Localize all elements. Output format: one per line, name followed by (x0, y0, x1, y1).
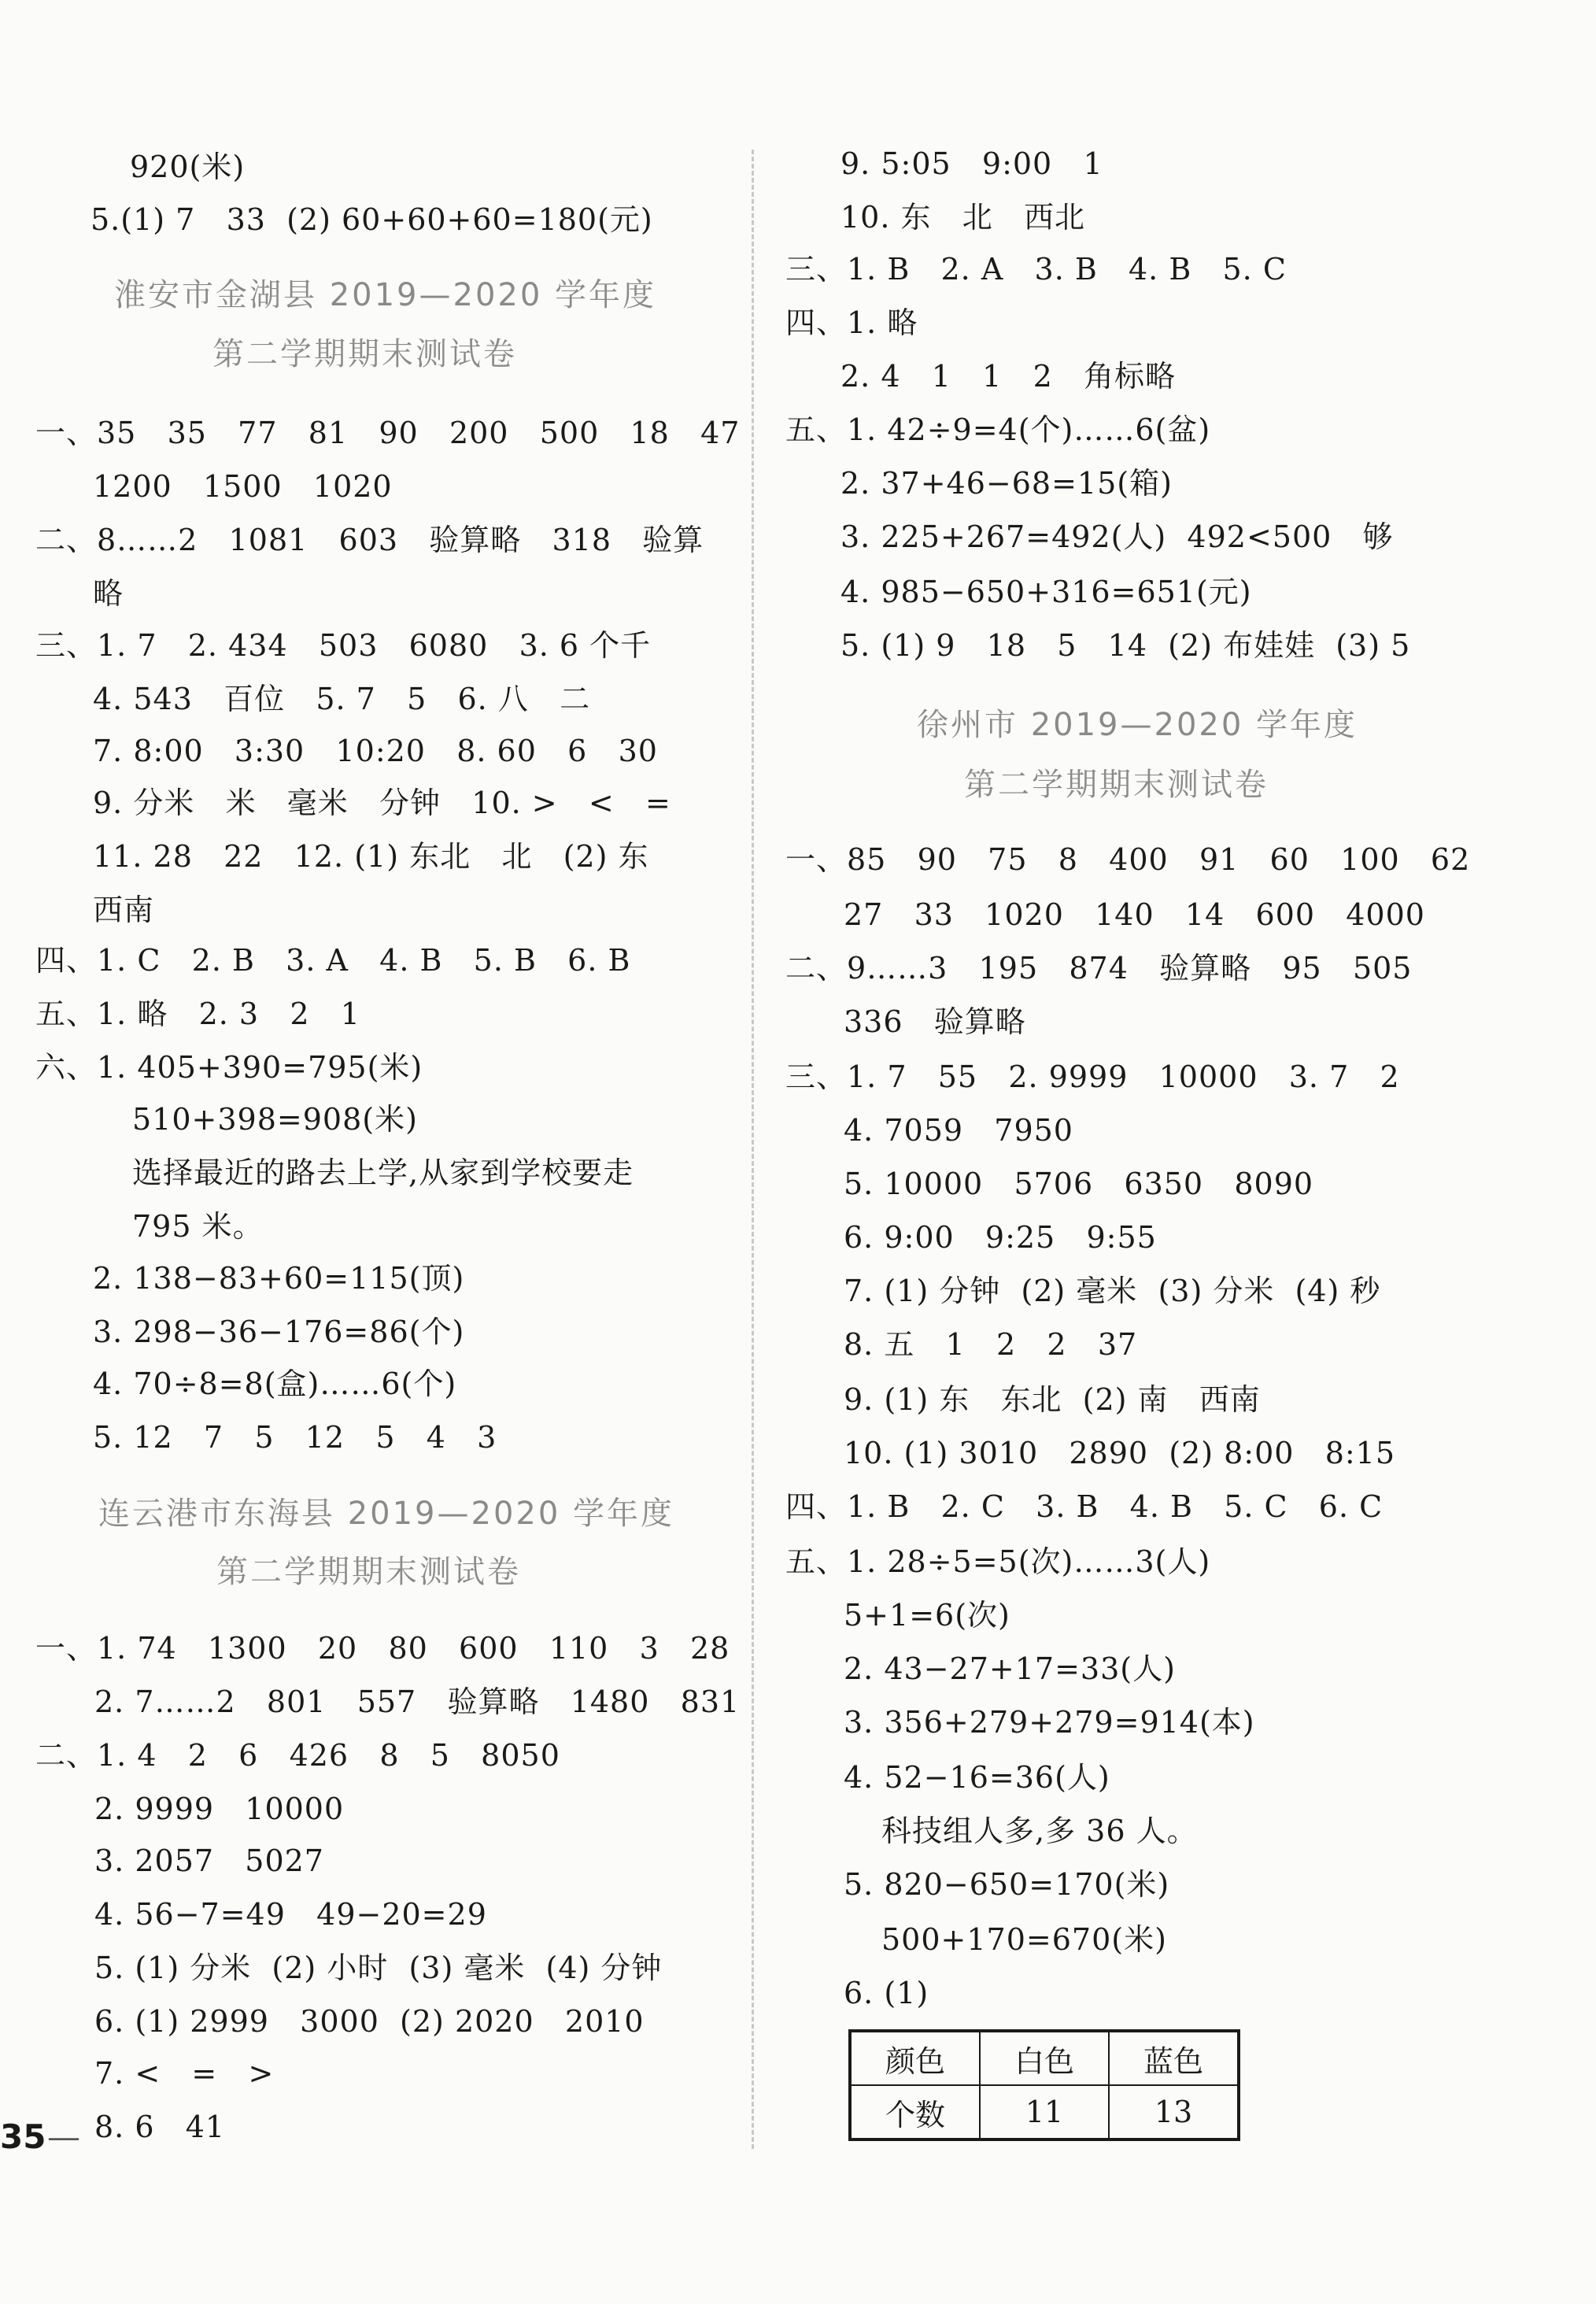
answer-line: 10. 东 北 西北 (840, 200, 1085, 235)
answer-line: 四、1. B 2. C 3. B 4. B 5. C 6. C (785, 1489, 1384, 1524)
table-cell: 颜色 (850, 2031, 980, 2085)
answer-line: 10. (1) 3010 2890 (2) 8:00 8:15 (844, 1436, 1396, 1470)
column-divider (752, 150, 754, 2149)
answer-line: 7. (1) 分钟 (2) 毫米 (3) 分米 (4) 秒 (844, 1274, 1381, 1308)
answer-line: 5. (1) 分米 (2) 小时 (3) 毫米 (4) 分钟 (94, 1951, 663, 1985)
answer-line: 选择最近的路去上学,从家到学校要走 (132, 1156, 634, 1190)
answer-line: 1200 1500 1020 (93, 469, 393, 504)
answer-line: 2. 7……2 801 557 验算略 1480 831 (94, 1685, 741, 1719)
answer-line: 二、8……2 1081 603 验算略 318 验算 (35, 523, 704, 557)
answer-line: 4. 7059 7950 (844, 1113, 1073, 1148)
table-cell: 13 (1109, 2085, 1239, 2139)
page-number-dash: — (47, 2117, 80, 2156)
answer-line: 四、1. C 2. B 3. A 4. B 5. B 6. B (35, 943, 631, 978)
answer-line: 一、1. 74 1300 20 80 600 110 3 28 (35, 1631, 730, 1666)
answer-line: 8. 6 41 (94, 2110, 226, 2144)
answer-line: 五、1. 42÷9=4(个)……6(盆) (785, 412, 1211, 447)
answer-line: 略 (93, 576, 124, 611)
answer-line: 6. 9:00 9:25 9:55 (844, 1220, 1157, 1255)
answer-line: 科技组人多,多 36 人。 (881, 1814, 1198, 1848)
answer-line: 三、1. 7 2. 434 503 6080 3. 6 个千 (35, 628, 652, 663)
color-count-table (848, 2029, 1240, 2141)
answer-line: 3. 298−36−176=86(个) (93, 1315, 465, 1349)
answer-line: 4. 70÷8=8(盒)……6(个) (93, 1366, 457, 1401)
answer-line: 9. 分米 米 毫米 分钟 10. > < = (93, 786, 671, 820)
answer-line: 三、1. 7 55 2. 9999 10000 3. 7 2 (785, 1060, 1400, 1094)
answer-line: 2. 43−27+17=33(人) (844, 1651, 1176, 1686)
answer-line: 3. 2057 5027 (94, 1844, 324, 1878)
section-subheading: 第二学期期末测试卷 (964, 767, 1269, 803)
answer-line: 8. 五 1 2 2 37 (844, 1327, 1138, 1362)
table-cell: 个数 (850, 2085, 980, 2139)
table-cell: 白色 (980, 2031, 1109, 2085)
answer-line: 795 米。 (132, 1209, 264, 1244)
answer-line: 9. 5:05 9:00 1 (840, 146, 1103, 181)
answer-line: 2. 37+46−68=15(箱) (840, 466, 1173, 501)
answer-line: 5. 12 7 5 12 5 4 3 (93, 1420, 497, 1455)
table-cell: 11 (980, 2085, 1109, 2139)
section-heading: 徐州市 2019—2020 学年度 (917, 707, 1358, 743)
answer-line: 4. 52−16=36(人) (844, 1760, 1110, 1795)
answer-line: 4. 985−650+316=651(元) (840, 575, 1252, 609)
answer-line: 一、35 35 77 81 90 200 500 18 47 (35, 416, 741, 450)
answer-line: 510+398=908(米) (132, 1102, 418, 1137)
answer-line: 三、1. B 2. A 3. B 4. B 5. C (785, 252, 1287, 287)
answer-line: 2. 9999 10000 (94, 1792, 345, 1826)
answer-line: 500+170=670(米) (881, 1922, 1167, 1957)
answer-line: 27 33 1020 140 14 600 4000 (844, 897, 1425, 932)
answer-line: 5. (1) 9 18 5 14 (2) 布娃娃 (3) 5 (840, 628, 1411, 663)
answer-line: 9. (1) 东 东北 (2) 南 西南 (844, 1382, 1261, 1417)
section-subheading: 第二学期期末测试卷 (212, 336, 517, 372)
table-row (850, 2085, 1239, 2139)
section-heading: 淮安市金湖县 2019—2020 学年度 (114, 277, 657, 313)
answer-line: 五、1. 28÷5=5(次)……3(人) (785, 1544, 1211, 1579)
answer-line: 7. 8:00 3:30 10:20 8. 60 6 30 (93, 734, 658, 768)
answer-line: 4. 543 百位 5. 7 5 6. 八 二 (93, 682, 591, 716)
answer-line: 6. (1) 2999 3000 (2) 2020 2010 (94, 2004, 645, 2039)
answer-line: 7. < = > (94, 2056, 275, 2091)
answer-line: 5+1=6(次) (844, 1598, 1010, 1633)
section-subheading: 第二学期期末测试卷 (216, 1554, 521, 1590)
answer-line: 二、1. 4 2 6 426 8 5 8050 (35, 1738, 560, 1773)
answer-line: 336 验算略 (844, 1004, 1026, 1039)
answer-line: 4. 56−7=49 49−20=29 (94, 1897, 487, 1932)
answer-line: 2. 138−83+60=115(顶) (93, 1261, 465, 1296)
answer-line: 西南 (93, 893, 155, 927)
answer-line: 5. 10000 5706 6350 8090 (844, 1167, 1314, 1201)
answer-line: 六、1. 405+390=795(米) (35, 1050, 423, 1085)
answer-line: 920(米) (130, 150, 246, 184)
answer-line: 5.(1) 7 33 (2) 60+60+60=180(元) (91, 202, 653, 237)
answer-line: 五、1. 略 2. 3 2 1 (35, 997, 360, 1031)
answer-line: 5. 820−650=170(米) (844, 1867, 1170, 1902)
page-number: 35 (0, 2117, 46, 2156)
answer-line: 3. 356+279+279=914(本) (844, 1705, 1255, 1740)
table-cell: 蓝色 (1109, 2031, 1239, 2085)
answer-line: 2. 4 1 1 2 角标略 (840, 359, 1176, 394)
answer-line: 四、1. 略 (785, 305, 918, 340)
answer-line: 一、85 90 75 8 400 91 60 100 62 (785, 842, 1471, 877)
section-heading: 连云港市东海县 2019—2020 学年度 (98, 1496, 675, 1532)
answer-line: 3. 225+267=492(人) 492<500 够 (840, 520, 1394, 554)
table-row (850, 2031, 1239, 2085)
answer-line: 6. (1) (844, 1976, 929, 2010)
answer-line: 二、9……3 195 874 验算略 95 505 (785, 951, 1413, 986)
answer-line: 11. 28 22 12. (1) 东北 北 (2) 东 (93, 839, 649, 874)
